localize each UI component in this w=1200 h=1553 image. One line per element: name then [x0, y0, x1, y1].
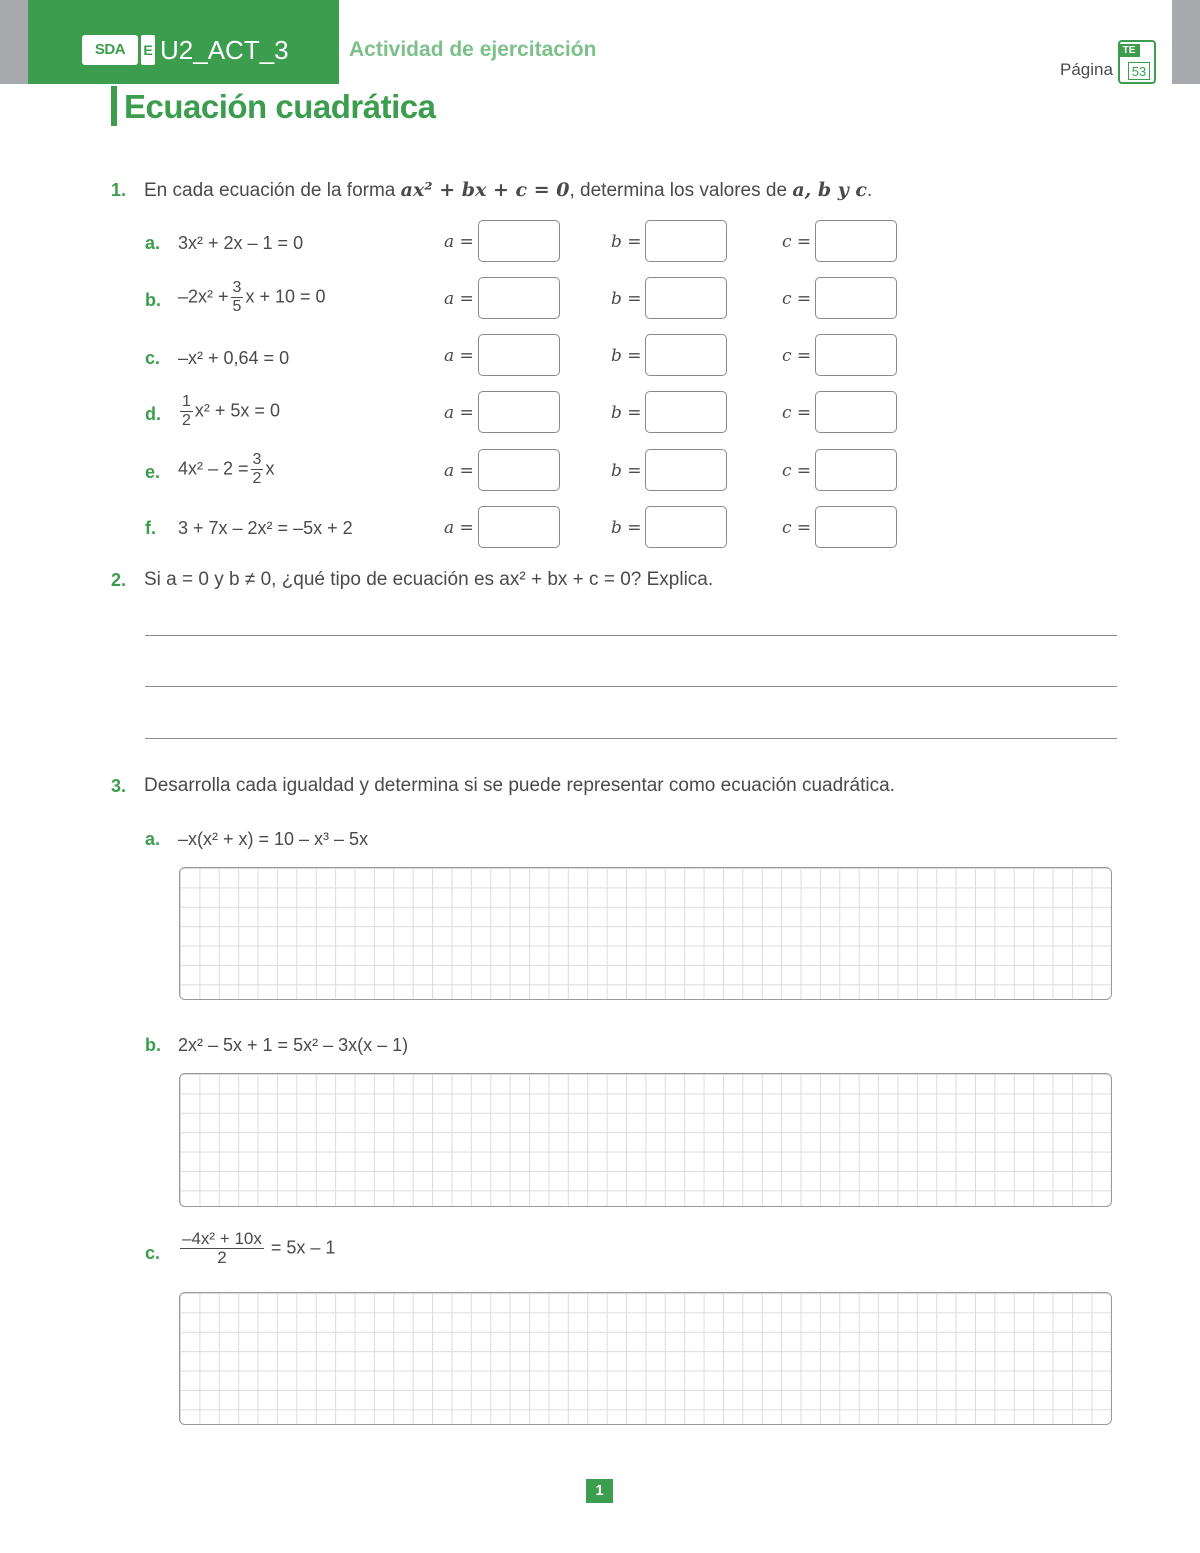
q1-row-e-numerator: 3 [252, 451, 262, 468]
q1-row-e-pre: 4x² – 2 = [178, 458, 249, 479]
q1-row-b-pre: –2x² + [178, 286, 229, 307]
q3-item-c-fraction [180, 1230, 264, 1267]
answer-line-2[interactable] [145, 686, 1117, 687]
activity-code: U2_ACT_3 [160, 35, 289, 65]
q1-text-end: . [867, 180, 873, 201]
te-tag: TE [1118, 44, 1140, 57]
q3-item-a-letter: a. [145, 829, 161, 849]
q1-row-e-letter: e. [145, 462, 161, 482]
q1-row-e-fraction [251, 451, 264, 488]
q3-item-c-numerator: –4x² + 10x [182, 1229, 262, 1248]
sda-e-logo: E [141, 35, 155, 65]
q1-row-f-b-answer-box[interactable] [645, 506, 727, 548]
q3-item-c-workspace-grid[interactable] [179, 1292, 1112, 1425]
q1-row-d-denominator: 2 [182, 412, 191, 429]
header-gray-strip-right [1172, 0, 1200, 84]
q1-row-c-a-answer-box[interactable] [478, 334, 560, 376]
q1-row-a-b-answer-box[interactable] [645, 220, 727, 262]
q3-number: 3. [111, 776, 127, 796]
q1-row-b-c-answer-box[interactable] [815, 277, 897, 319]
q1-row-c-letter: c. [145, 348, 161, 368]
q1-row-a-c-answer-box[interactable] [815, 220, 897, 262]
q1-row-e-a-label: a = [444, 461, 474, 481]
q1-row-b-letter: b. [145, 290, 161, 310]
q1-row-e-c-answer-box[interactable] [815, 449, 897, 491]
q1-row-e-post: x [265, 458, 275, 479]
q1-row-d-post: x² + 5x = 0 [194, 400, 280, 421]
q3-item-c-equation [178, 1230, 335, 1267]
q1-row-e-c-label: c = [782, 461, 812, 481]
q1-row-d-b-answer-box[interactable] [645, 391, 727, 433]
q1-row-c-a-label: a = [444, 346, 474, 366]
q2-number: 2. [111, 570, 127, 590]
q1-row-e-b-label: b = [611, 461, 642, 481]
q1-row-b-b-label: b = [611, 289, 642, 309]
q1-row-c-b-label: b = [611, 346, 642, 366]
q1-row-f-c-answer-box[interactable] [815, 506, 897, 548]
q1-row-a-a-label: a = [444, 232, 474, 252]
q1-number: 1. [111, 180, 127, 200]
q1-row-b-fraction [231, 279, 244, 316]
q1-row-b-b-answer-box[interactable] [645, 277, 727, 319]
q1-row-d-a-label: a = [444, 403, 474, 423]
te-page-number: 53 [1128, 62, 1150, 80]
q1-row-f-equation: 3 + 7x – 2x² = –5x + 2 [178, 518, 353, 538]
header-gray-strip-left [0, 0, 28, 84]
q3-text: Desarrolla cada igualdad y determina si se puede representar como ecuación cuadrática. [144, 775, 895, 796]
q1-row-c-c-label: c = [782, 346, 812, 366]
q1-row-a-equation: 3x² + 2x – 1 = 0 [178, 233, 304, 253]
page-label: Página [1060, 60, 1113, 79]
sda-logo: SDA [82, 35, 138, 65]
q1-row-b-post: x + 10 = 0 [245, 286, 326, 307]
q1-row-c-c-answer-box[interactable] [815, 334, 897, 376]
q3-item-c-post: = 5x – 1 [270, 1237, 336, 1258]
q3-item-b-letter: b. [145, 1035, 161, 1055]
q1-row-d-equation [178, 393, 280, 430]
q1-row-a-a-answer-box[interactable] [478, 220, 560, 262]
q3-item-a-equation: –x(x² + x) = 10 – x³ – 5x [178, 829, 369, 849]
q1-row-b-numerator: 3 [232, 279, 242, 296]
q1-row-d-numerator: 1 [182, 393, 191, 410]
q1-row-a-b-label: b = [611, 232, 642, 252]
q1-row-b-a-label: a = [444, 289, 474, 309]
activity-type: Actividad de ejercitación [349, 38, 597, 61]
q1-row-c-equation: –x² + 0,64 = 0 [178, 348, 290, 368]
q1-row-d-b-label: b = [611, 403, 642, 423]
q3-item-b-equation: 2x² – 5x + 1 = 5x² – 3x(x – 1) [178, 1035, 409, 1055]
answer-line-1[interactable] [145, 635, 1117, 636]
q1-row-f-letter: f. [145, 518, 156, 538]
page-title: Ecuación cuadrática [124, 88, 436, 125]
q1-text-pre: En cada ecuación de la forma [144, 180, 401, 201]
q1-row-f-a-label: a = [444, 518, 474, 538]
q3-item-b-workspace-grid[interactable] [179, 1073, 1112, 1207]
q1-vars: a, b y c [792, 179, 867, 201]
q1-row-b-equation [178, 279, 326, 316]
q3-item-a-workspace-grid[interactable] [179, 867, 1112, 1000]
q1-row-c-b-answer-box[interactable] [645, 334, 727, 376]
q1-row-e-denominator: 2 [252, 470, 262, 487]
q1-row-b-a-answer-box[interactable] [478, 277, 560, 319]
q2-text: Si a = 0 y b ≠ 0, ¿qué tipo de ecuación es ax² + bx + c = 0? Explica. [144, 569, 714, 590]
q1-row-d-c-label: c = [782, 403, 812, 423]
q1-form: ax² + bx + c = 0 [400, 179, 570, 201]
title-accent-bar [111, 86, 117, 126]
page-number: 1 [586, 1479, 613, 1503]
q1-row-f-b-label: b = [611, 518, 642, 538]
q3-item-c-letter: c. [145, 1243, 161, 1263]
q1-row-f-c-label: c = [782, 518, 812, 538]
answer-line-3[interactable] [145, 738, 1117, 739]
q1-row-e-a-answer-box[interactable] [478, 449, 560, 491]
q1-row-d-fraction [180, 393, 193, 430]
q1-row-b-c-label: c = [782, 289, 812, 309]
q1-row-f-a-answer-box[interactable] [478, 506, 560, 548]
q1-text [144, 179, 872, 202]
q1-row-d-letter: d. [145, 404, 161, 424]
q1-row-e-equation [178, 451, 274, 488]
q1-row-d-c-answer-box[interactable] [815, 391, 897, 433]
q1-text-mid: , determina los valores de [569, 180, 793, 201]
q1-row-b-denominator: 5 [232, 298, 242, 315]
q3-item-c-denominator: 2 [217, 1248, 227, 1267]
q1-row-d-a-answer-box[interactable] [478, 391, 560, 433]
q1-row-a-c-label: c = [782, 232, 812, 252]
q1-row-e-b-answer-box[interactable] [645, 449, 727, 491]
q1-row-a-letter: a. [145, 233, 161, 253]
